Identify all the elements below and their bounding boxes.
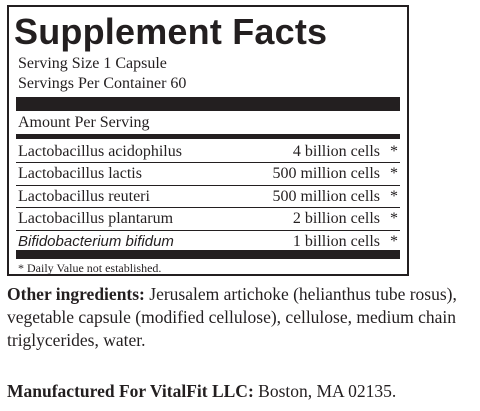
manufacturer-line [7, 380, 477, 403]
ingredient-row [16, 231, 400, 252]
ingredient-name: Lactobacillus lactis [18, 165, 142, 183]
serving-size: Serving Size 1 Capsule [18, 55, 167, 72]
manufacturer-address: Boston, MA 02135. [258, 381, 397, 401]
daily-value-footnote: * Daily Value not established. [18, 261, 162, 275]
servings-per-container: Servings Per Container 60 [18, 75, 187, 92]
divider-thick-bottom [16, 250, 400, 259]
daily-value-mark: * [390, 165, 398, 183]
daily-value-mark: * [390, 143, 398, 160]
amount-per-serving-header: Amount Per Serving [18, 114, 150, 131]
other-ingredients-text: Jerusalem artichoke (helianthus tube rosus), vegetable capsule (modified cellulose), cellulose, medium chain triglycerides, water. [7, 284, 457, 350]
ingredient-row [16, 163, 400, 185]
daily-value-mark: * [390, 232, 398, 250]
ingredient-name: Bifidobacterium bifidum [18, 232, 174, 250]
panel-title: Supplement Facts [14, 11, 328, 52]
ingredient-amount: 500 million cells [272, 187, 380, 205]
ingredient-amount: 4 billion cells [292, 143, 380, 160]
supplement-facts-panel [7, 5, 409, 276]
ingredient-name: Lactobacillus plantarum [18, 210, 174, 228]
ingredient-amount: 500 million cells [272, 165, 380, 183]
other-ingredients-label: Other ingredients: [7, 284, 145, 304]
manufacturer-label: Manufactured For VitalFit LLC: [7, 381, 254, 401]
divider-medium [16, 134, 400, 139]
daily-value-mark: * [390, 210, 398, 228]
ingredient-amount: 2 billion cells [292, 210, 380, 228]
ingredient-name: Lactobacillus acidophilus [18, 143, 182, 160]
other-ingredients [7, 283, 477, 352]
ingredient-row [16, 141, 400, 163]
daily-value-mark: * [390, 187, 398, 205]
ingredient-row [16, 186, 400, 208]
ingredient-table [16, 141, 400, 252]
divider-thick [16, 97, 400, 111]
ingredient-amount: 1 billion cells [292, 232, 380, 250]
ingredient-row [16, 208, 400, 230]
ingredient-name: Lactobacillus reuteri [18, 187, 150, 205]
